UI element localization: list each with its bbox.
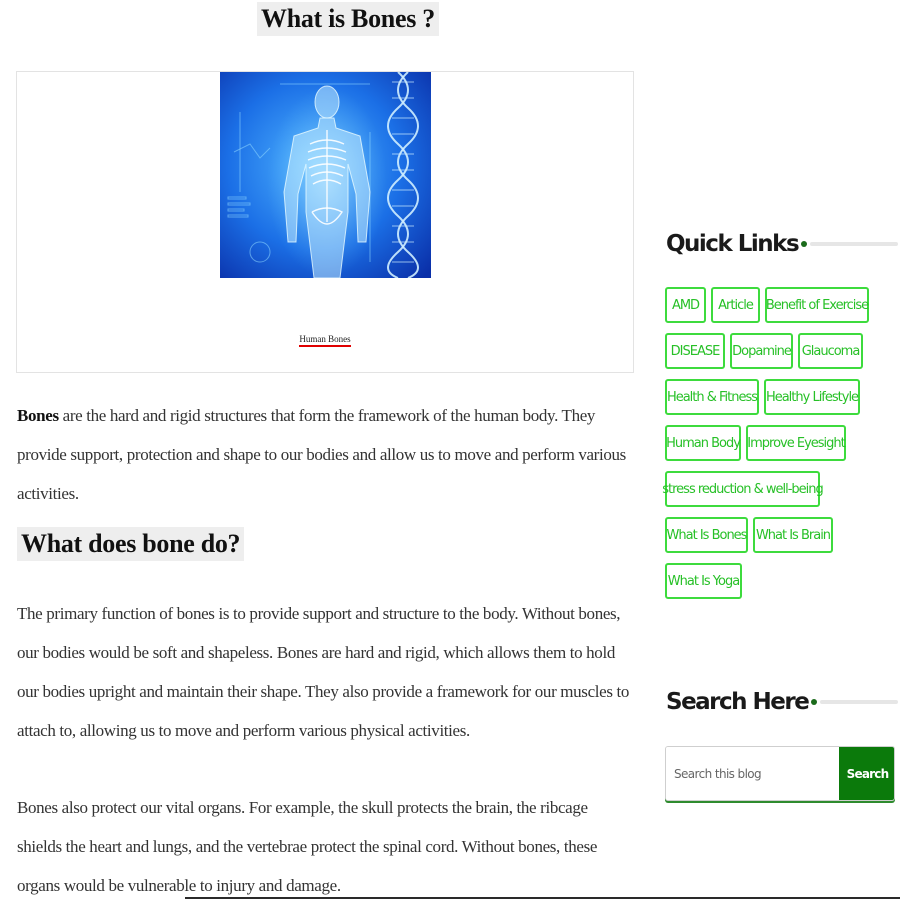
- tag-what-is-brain[interactable]: What Is Brain: [753, 517, 833, 553]
- article-figure: [16, 71, 634, 373]
- tag-human-body[interactable]: Human Body: [665, 425, 741, 461]
- paragraph-bone-function: The primary function of bones is to provide support and structure to the body. Without bones, our bodies would be soft and shapeless. Bones are hard and rigid, which allows them to hold our bodies upright and maintain their shape. They also provide a framework for our muscles to attach to, allowing us to move and perform various physical activities.: [17, 604, 630, 740]
- page-bottom-border: [185, 897, 900, 899]
- tag-improve-eyesight[interactable]: Improve Eyesight: [746, 425, 846, 461]
- search-widget-label: Search Here: [666, 689, 809, 715]
- tag-benefit-of-exercise[interactable]: Benefit of Exercise: [765, 287, 869, 323]
- search-form: [665, 746, 895, 801]
- title-dot-icon: [811, 699, 817, 705]
- title-dot-icon: [801, 241, 807, 247]
- tag-disease[interactable]: DISEASE: [665, 333, 725, 369]
- tag-health-fitness[interactable]: Health & Fitness: [665, 379, 759, 415]
- title-divider: [820, 700, 898, 704]
- tag-what-is-yoga[interactable]: What Is Yoga: [665, 563, 742, 599]
- quick-links-label: Quick Links: [666, 231, 799, 257]
- intro-paragraph: [17, 396, 635, 513]
- intro-bold-term: Bones: [17, 406, 59, 425]
- tag-article[interactable]: Article: [711, 287, 760, 323]
- tag-glaucoma[interactable]: Glaucoma: [798, 333, 863, 369]
- search-widget-title: [666, 689, 898, 715]
- tag-healthy-lifestyle[interactable]: Healthy Lifestyle: [764, 379, 860, 415]
- intro-text: are the hard and rigid structures that form the framework of the human body. They provide support, protection and shape to our bodies and allow us to move and perform various activities.: [17, 406, 626, 503]
- figure-caption: [17, 334, 633, 344]
- tag-stress-reduction[interactable]: stress reduction & well-being: [665, 471, 820, 507]
- sidebar: [664, 0, 900, 900]
- skeleton-illustration[interactable]: [220, 72, 431, 278]
- search-button[interactable]: Search: [839, 747, 895, 800]
- tag-what-is-bones[interactable]: What Is Bones: [665, 517, 748, 553]
- figure-caption-link[interactable]: Human Bones: [299, 334, 350, 347]
- tag-amd[interactable]: AMD: [665, 287, 706, 323]
- article-heading: What is Bones ?: [257, 2, 439, 36]
- paragraph-bone-protection: Bones also protect our vital organs. For example, the skull protects the brain, the ribcage shields the heart and lungs, and the vertebrae protect the spinal cord. Without bones, these organs would be vulnerable to injury and damage.: [17, 798, 598, 895]
- tag-dopamine[interactable]: Dopamine: [730, 333, 793, 369]
- quick-links-title: [666, 231, 898, 257]
- search-input[interactable]: [666, 747, 838, 800]
- title-divider: [810, 242, 898, 246]
- section-subheading: What does bone do?: [17, 527, 244, 561]
